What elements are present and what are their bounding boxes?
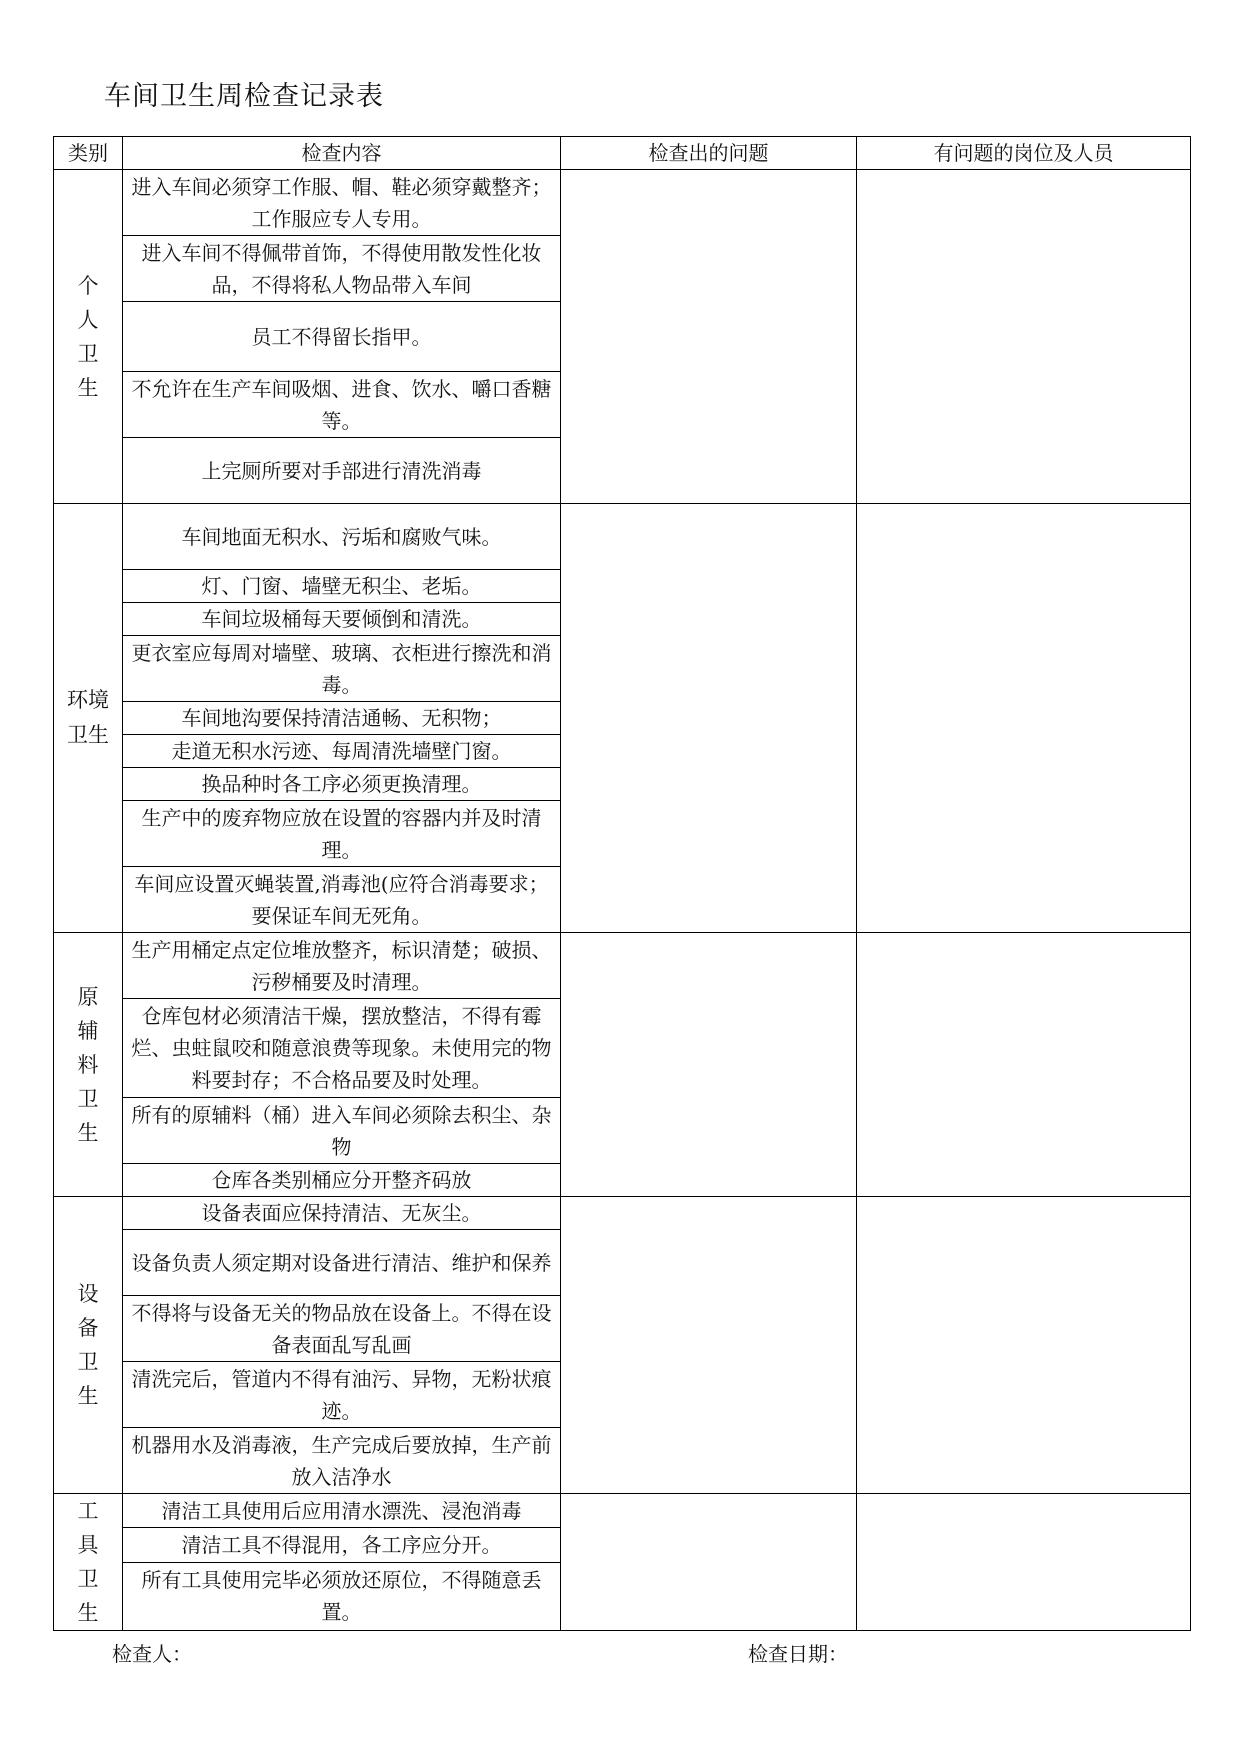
check-item: 灯、门窗、墙壁无积尘、老垢。	[123, 570, 561, 603]
problems-cell[interactable]	[561, 1494, 857, 1631]
check-item: 换品种时各工序必须更换清理。	[123, 768, 561, 801]
category-cell-environment	[54, 504, 123, 933]
problems-cell[interactable]	[561, 504, 857, 933]
personnel-cell[interactable]	[857, 170, 1191, 504]
check-item: 清洁工具不得混用，各工序应分开。	[123, 1528, 561, 1562]
personnel-cell[interactable]	[857, 933, 1191, 1197]
check-item: 清洗完后，管道内不得有油污、异物，无粉状痕迹。	[123, 1362, 561, 1428]
check-item: 进入车间不得佩带首饰，不得使用散发性化妆品，不得将私人物品带入车间	[123, 236, 561, 302]
category-cell-personal	[54, 170, 123, 504]
category-label: 环境卫生	[67, 688, 109, 747]
table-header-row	[54, 137, 1191, 170]
problems-cell[interactable]	[561, 170, 857, 504]
category-cell-tools	[54, 1494, 123, 1631]
inspection-table	[53, 136, 1191, 1631]
table-row	[54, 933, 1191, 999]
check-item: 车间地面无积水、污垢和腐败气味。	[123, 504, 561, 570]
personnel-cell[interactable]	[857, 1494, 1191, 1631]
check-item: 进入车间必须穿工作服、帽、鞋必须穿戴整齐；工作服应专人专用。	[123, 170, 561, 236]
check-item: 生产用桶定点定位堆放整齐，标识清楚；破损、污秽桶要及时清理。	[123, 933, 561, 999]
check-item: 车间垃圾桶每天要倾倒和清洗。	[123, 603, 561, 636]
table-row	[54, 170, 1191, 236]
page-title: 车间卫生周检查记录表	[104, 81, 384, 112]
check-item: 不允许在生产车间吸烟、进食、饮水、嚼口香糖等。	[123, 372, 561, 438]
column-header-content: 检查内容	[123, 137, 561, 170]
problems-cell[interactable]	[561, 1197, 857, 1494]
check-item: 机器用水及消毒液，生产完成后要放掉，生产前放入洁净水	[123, 1428, 561, 1494]
column-header-personnel: 有问题的岗位及人员	[857, 137, 1191, 170]
check-item: 车间地沟要保持清洁通畅、无积物；	[123, 702, 561, 735]
check-item: 车间应设置灭蝇装置,消毒池(应符合消毒要求；要保证车间无死角。	[123, 867, 561, 933]
check-item: 所有工具使用完毕必须放还原位，不得随意丢置。	[123, 1562, 561, 1631]
inspector-label: 检查人：	[112, 1642, 192, 1666]
check-item: 生产中的废弃物应放在设置的容器内并及时清理。	[123, 801, 561, 867]
check-item: 所有的原辅料（桶）进入车间必须除去积尘、杂物	[123, 1098, 561, 1164]
check-item: 员工不得留长指甲。	[123, 302, 561, 372]
check-item: 不得将与设备无关的物品放在设备上。不得在设备表面乱写乱画	[123, 1296, 561, 1362]
check-item: 清洁工具使用后应用清水漂洗、浸泡消毒	[123, 1494, 561, 1528]
column-header-problems: 检查出的问题	[561, 137, 857, 170]
column-header-category: 类别	[54, 137, 123, 170]
category-label: 工具卫生	[77, 1499, 99, 1625]
check-item: 设备负责人须定期对设备进行清洁、维护和保养	[123, 1230, 561, 1296]
check-item: 上完厕所要对手部进行清洗消毒	[123, 438, 561, 504]
inspection-date-label: 检查日期：	[748, 1642, 848, 1666]
category-label: 原辅料卫生	[77, 984, 99, 1145]
table-row	[54, 504, 1191, 570]
check-item: 设备表面应保持清洁、无灰尘。	[123, 1197, 561, 1230]
category-label: 个人卫生	[77, 273, 99, 400]
problems-cell[interactable]	[561, 933, 857, 1197]
category-label: 设备卫生	[77, 1282, 99, 1408]
personnel-cell[interactable]	[857, 504, 1191, 933]
check-item: 走道无积水污迹、每周清洗墙壁门窗。	[123, 735, 561, 768]
personnel-cell[interactable]	[857, 1197, 1191, 1494]
check-item: 更衣室应每周对墙壁、玻璃、衣柜进行擦洗和消毒。	[123, 636, 561, 702]
category-cell-materials	[54, 933, 123, 1197]
check-item: 仓库各类别桶应分开整齐码放	[123, 1164, 561, 1197]
table-row	[54, 1494, 1191, 1528]
check-item: 仓库包材必须清洁干燥，摆放整洁，不得有霉烂、虫蛀鼠咬和随意浪费等现象。未使用完的物料要封存；不合格品要及时处理。	[123, 999, 561, 1098]
table-row	[54, 1197, 1191, 1230]
category-cell-equipment	[54, 1197, 123, 1494]
